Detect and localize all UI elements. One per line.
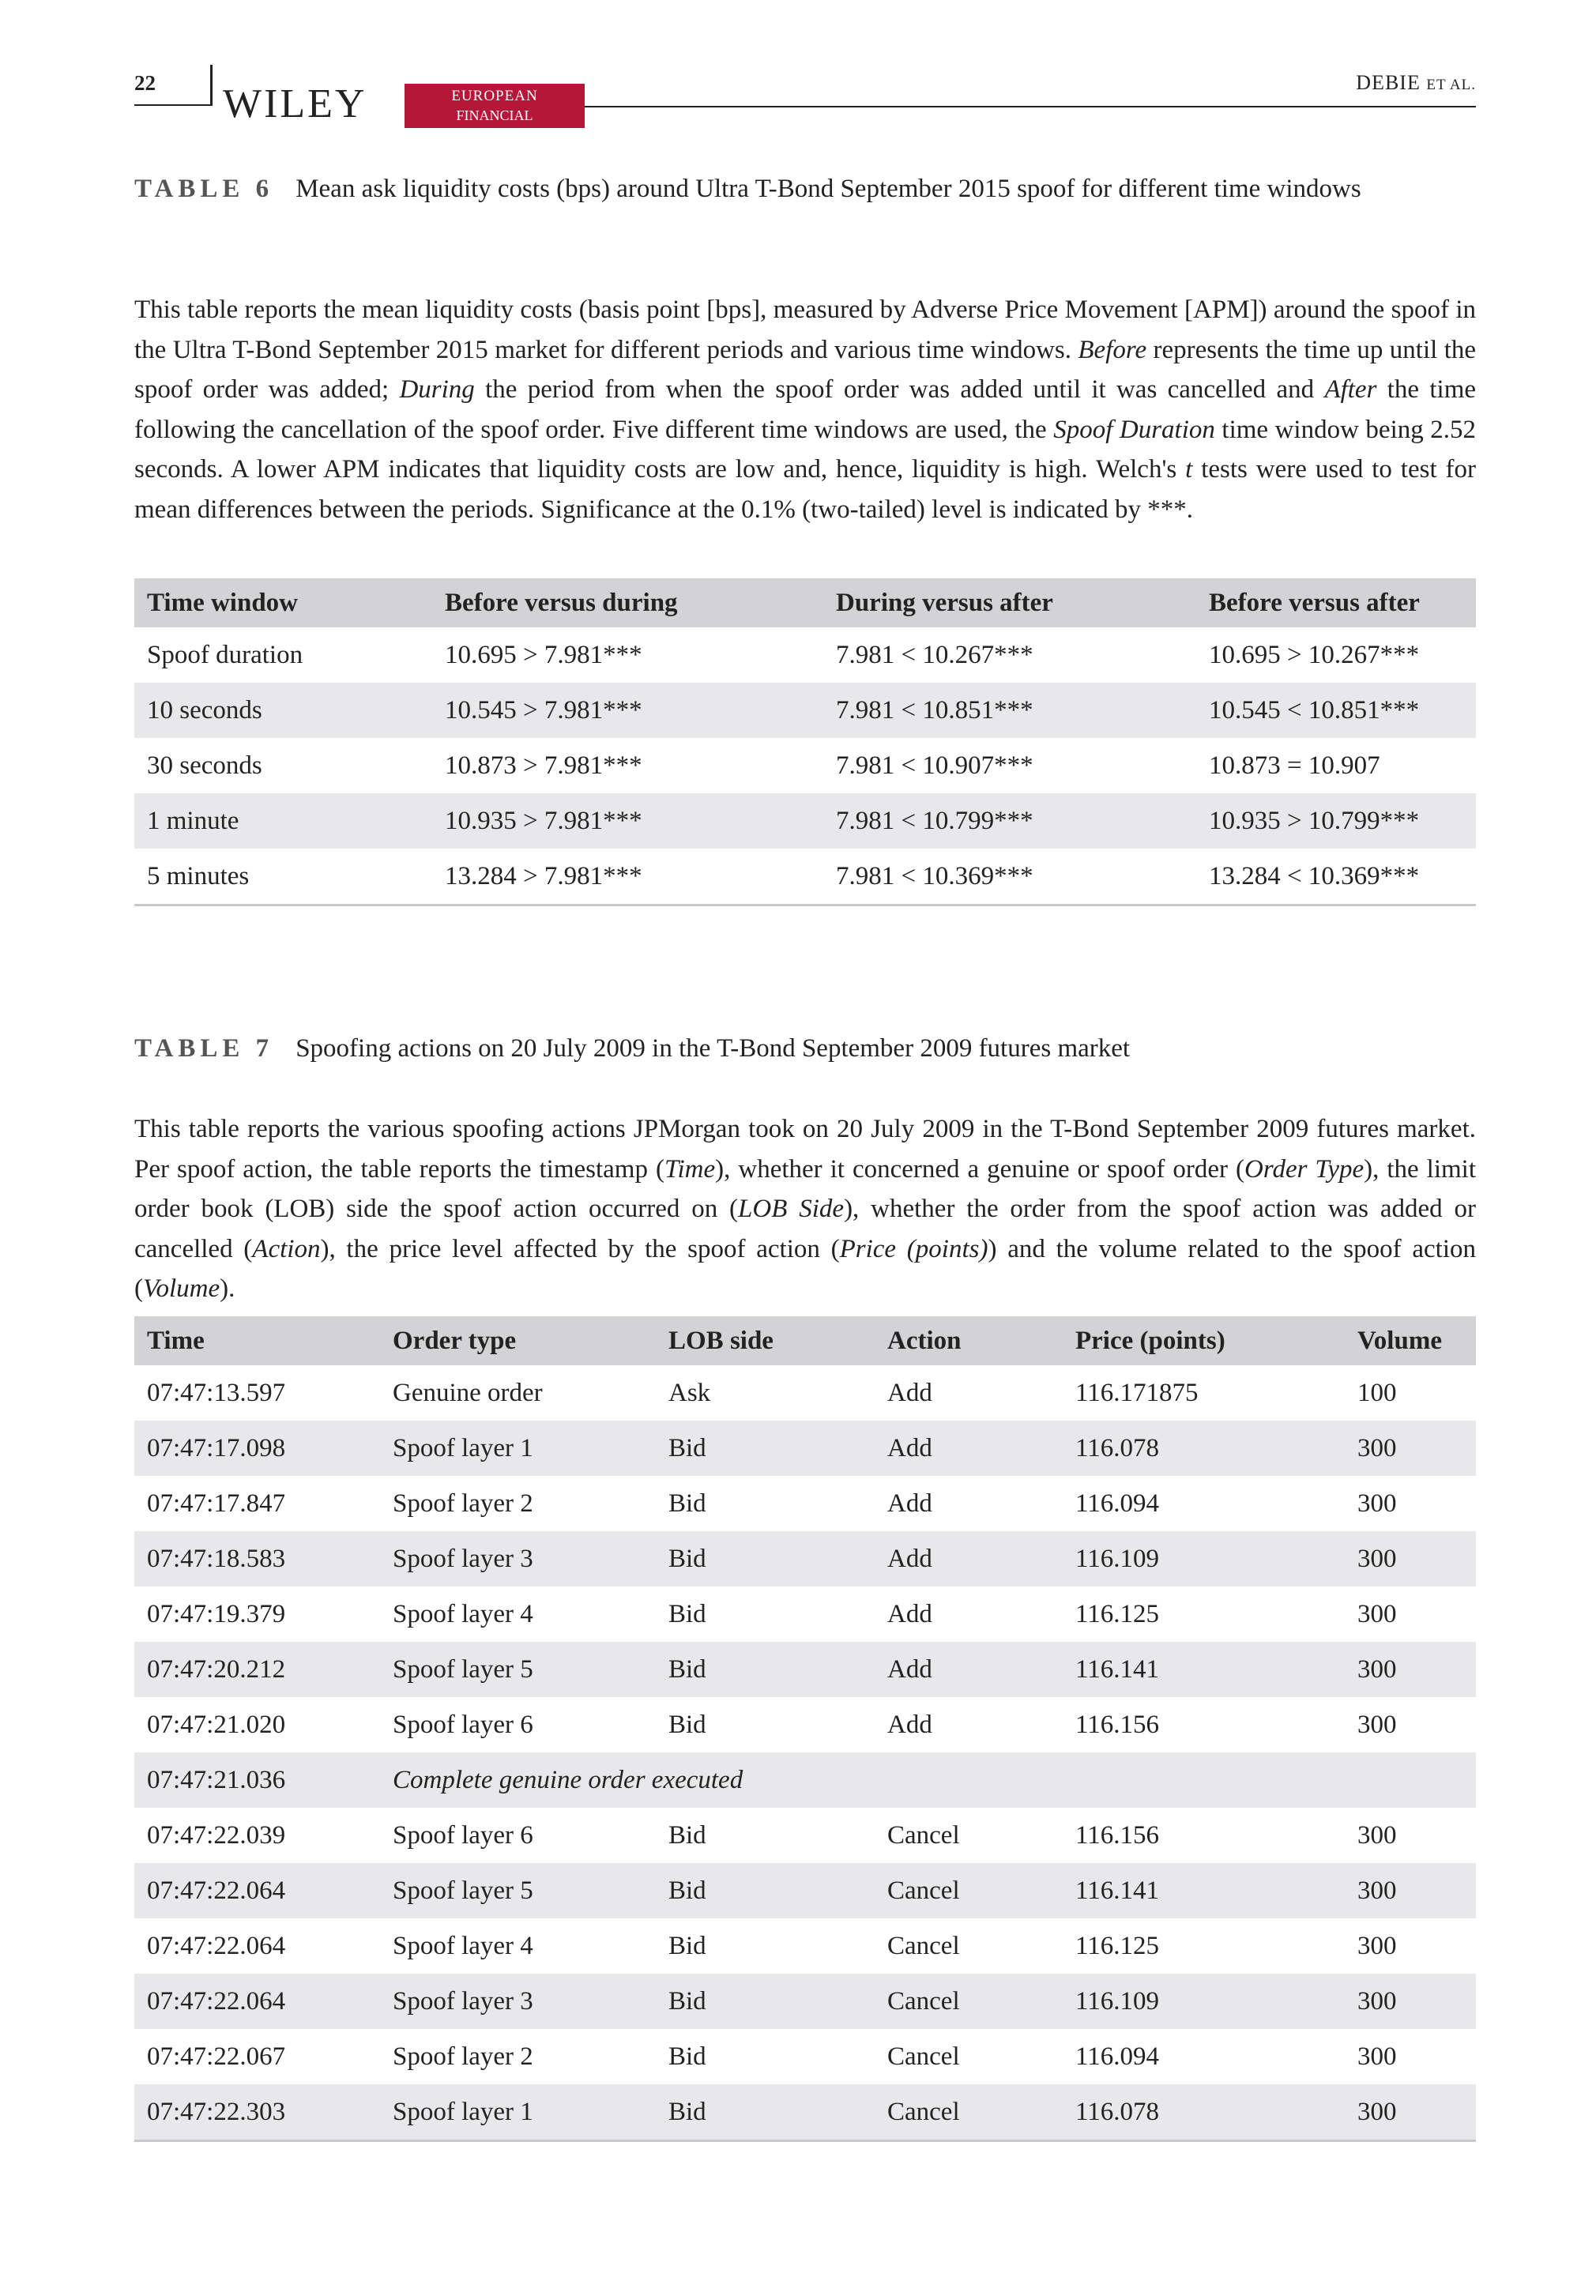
table-cell: 10.695 > 10.267***: [1209, 640, 1420, 669]
table-cell: 300: [1357, 1820, 1397, 1850]
table-cell: 300: [1357, 1931, 1397, 1960]
table6-col-header: Time window: [134, 578, 432, 627]
header-rule-right: [585, 106, 1476, 107]
table-cell: 7.981 < 10.267***: [836, 640, 1033, 669]
table-cell: 10.935 > 10.799***: [1196, 793, 1476, 849]
table-cell: 10.545 < 10.851***: [1196, 683, 1476, 738]
table-row: [134, 1586, 1476, 1642]
table-cell: Bid: [668, 1931, 706, 1960]
table-cell: 7.981 < 10.369***: [823, 849, 1196, 905]
table-row: [134, 1421, 1476, 1476]
table-cell: Spoof layer 4: [393, 1931, 533, 1960]
table-cell: Ask: [668, 1378, 711, 1407]
table-cell: 116.125: [1075, 1931, 1160, 1960]
table-row: [134, 738, 1476, 793]
table-cell: Cancel: [875, 1863, 1063, 1918]
table-row: [134, 1808, 1476, 1863]
table-cell: 07:47:22.067: [147, 2042, 286, 2071]
table7-description: This table reports the various spoofing actions JPMorgan took on 20 July 2009 in the T-Bond September 2009 futures market. Per spoof action, the table reports the timestamp (Time), whether it concerned a genuine or spoof order (Order Type), the limit order book (LOB) side the spoof action occurred on (LOB Side), whether the order from the spoof action was added or cancelled (Action), the price level affected by the spoof action (Price (points)) and the volume related to the spoof action (Volume).: [134, 1115, 1476, 1303]
table-cell: 13.284 < 10.369***: [1196, 849, 1476, 905]
table-cell: 116.156: [1075, 1820, 1160, 1850]
journal-logo-line1: EUROPEAN: [451, 88, 538, 104]
journal-logo: [405, 84, 585, 142]
table-cell: Cancel: [887, 2042, 960, 2071]
table-cell: 300: [1345, 2084, 1476, 2141]
table-cell: 100: [1357, 1378, 1397, 1407]
running-header: [134, 65, 1476, 142]
table-cell: 7.981 < 10.799***: [823, 793, 1196, 849]
table-cell: 116.094: [1075, 1489, 1160, 1518]
table6-col-header: Before versus after: [1196, 578, 1476, 627]
table-cell: 116.078: [1063, 1421, 1345, 1476]
table-cell: Spoof layer 5: [380, 1863, 656, 1918]
table-cell: 10.873 > 7.981***: [445, 751, 642, 780]
table7-col-header: LOB side: [656, 1316, 875, 1365]
table-cell: 116.171875: [1075, 1378, 1199, 1407]
table-cell: Bid: [656, 1863, 875, 1918]
table7-col-header: Time: [134, 1316, 380, 1365]
table-row-executed: [134, 1752, 1476, 1808]
table-cell: 07:47:22.064: [147, 1931, 286, 1960]
table-cell: Spoof layer 6: [393, 1820, 533, 1850]
table-cell: Cancel: [887, 1931, 960, 1960]
table-row: [134, 627, 1476, 683]
table-cell: Spoof duration: [147, 640, 303, 669]
page-number: 22: [134, 71, 156, 95]
table-cell: Spoof layer 2: [393, 2042, 533, 2071]
table-cell: Bid: [656, 2084, 875, 2141]
table-row: [134, 1697, 1476, 1752]
table-cell: Bid: [668, 1599, 706, 1628]
table-cell: Bid: [668, 1820, 706, 1850]
table-cell: Spoof layer 2: [393, 1489, 533, 1518]
table-cell: 300: [1357, 1599, 1397, 1628]
table-cell: 30 seconds: [147, 751, 262, 780]
table-row: [134, 2084, 1476, 2141]
publisher-logo: WILEY: [223, 81, 367, 126]
table-cell: 300: [1357, 1489, 1397, 1518]
running-head-author: DEBIE: [1356, 71, 1421, 94]
table-cell: Add: [887, 1599, 932, 1628]
table-cell: 13.284 > 7.981***: [432, 849, 823, 905]
table6-col-header: During versus after: [823, 578, 1196, 627]
table7-col-header: Order type: [380, 1316, 656, 1365]
table-cell: 300: [1357, 1710, 1397, 1739]
table6-col-header: Before versus during: [432, 578, 823, 627]
table-cell: 7.981 < 10.907***: [836, 751, 1033, 780]
table-cell: Bid: [656, 1974, 875, 2029]
table6-description: This table reports the mean liquidity costs (basis point [bps], measured by Adverse Price Movement [APM]) around the spoof in the Ultra T-Bond September 2015 market for different periods and various time windows. Before represents the time up until the spoof order was added; During the period from when the spoof order was added until it was cancelled and After the time following the cancellation of the spoof order. Five different time windows are used, the Spoof Duration time window being 2.52 seconds. A lower APM indicates that liquidity costs are low and, hence, liquidity is high. Welch's t tests were used to test for mean differences between the periods. Significance at the 0.1% (two-tailed) level is indicated by ***.: [134, 295, 1477, 524]
table-cell: 5 minutes: [134, 849, 432, 905]
journal-logo-line2: FINANCIAL MANAGEMENT: [443, 107, 546, 142]
executed-note: Complete genuine order executed: [380, 1752, 1476, 1808]
table-row: [134, 1918, 1476, 1974]
table-cell: 300: [1357, 2042, 1397, 2071]
table-cell: Spoof layer 3: [380, 1974, 656, 2029]
table-cell: Add: [887, 1710, 932, 1739]
table-cell: 07:47:22.064: [134, 1974, 380, 2029]
table7-col-header: Price (points): [1063, 1316, 1345, 1365]
table-cell: Spoof layer 1: [380, 2084, 656, 2141]
table-cell: Bid: [668, 1489, 706, 1518]
table6-caption: [134, 169, 1476, 209]
table-cell: 07:47:22.064: [134, 1863, 380, 1918]
header-rule-vertical: [210, 65, 213, 106]
table-cell: 116.078: [1063, 2084, 1345, 2141]
table-row: [134, 683, 1476, 738]
table-cell: 07:47:21.036: [134, 1752, 380, 1808]
table-cell: 300: [1345, 1531, 1476, 1586]
table-cell: Spoof layer 5: [380, 1642, 656, 1697]
table-cell: Bid: [668, 2042, 706, 2071]
table-cell: 300: [1345, 1642, 1476, 1697]
table-cell: Cancel: [887, 1820, 960, 1850]
table-cell: 07:47:18.583: [134, 1531, 380, 1586]
table-cell: Add: [875, 1642, 1063, 1697]
table-cell: 10.545 > 7.981***: [432, 683, 823, 738]
table-cell: 10 seconds: [134, 683, 432, 738]
table-cell: Bid: [656, 1421, 875, 1476]
table-cell: 1 minute: [134, 793, 432, 849]
table-cell: 300: [1345, 1974, 1476, 2029]
table-cell: 116.125: [1075, 1599, 1160, 1628]
table7-label: TABLE 7: [134, 1034, 274, 1063]
table-cell: Spoof layer 4: [393, 1599, 533, 1628]
table-cell: 116.109: [1063, 1531, 1345, 1586]
table6-label: TABLE 6: [134, 175, 274, 203]
table-cell: Bid: [656, 1642, 875, 1697]
table-row: [134, 1863, 1476, 1918]
table-cell: 7.981 < 10.851***: [823, 683, 1196, 738]
table-cell: 300: [1345, 1421, 1476, 1476]
table-cell: Spoof layer 6: [393, 1710, 533, 1739]
table-cell: Genuine order: [393, 1378, 543, 1407]
table-cell: 116.094: [1075, 2042, 1160, 2071]
table-cell: Add: [887, 1489, 932, 1518]
running-head-suffix: ET AL.: [1426, 77, 1476, 93]
table7-col-header: Volume: [1345, 1316, 1476, 1365]
table-cell: 07:47:22.303: [134, 2084, 380, 2141]
table-cell: Spoof layer 1: [380, 1421, 656, 1476]
running-head: [1356, 71, 1476, 95]
table-cell: 07:47:17.098: [134, 1421, 380, 1476]
table-cell: 116.141: [1063, 1642, 1345, 1697]
table-cell: 07:47:20.212: [134, 1642, 380, 1697]
table-row: [134, 1531, 1476, 1586]
table6-caption-text: Mean ask liquidity costs (bps) around Ultra T-Bond September 2015 spoof for different time windows: [295, 175, 1361, 203]
table-cell: 07:47:22.039: [147, 1820, 286, 1850]
header-rule-left: [134, 104, 213, 106]
table7-header-row: [134, 1316, 1476, 1365]
table7-caption-text: Spoofing actions on 20 July 2009 in the T-Bond September 2009 futures market: [295, 1034, 1131, 1063]
table-cell: 116.109: [1063, 1974, 1345, 2029]
table6: [134, 578, 1476, 906]
table-cell: 07:47:19.379: [147, 1599, 286, 1628]
table-row: [134, 2029, 1476, 2084]
table-cell: 07:47:13.597: [147, 1378, 286, 1407]
table-row: [134, 1642, 1476, 1697]
table-cell: 116.156: [1075, 1710, 1160, 1739]
table-row: [134, 793, 1476, 849]
table-cell: 10.695 > 7.981***: [445, 640, 642, 669]
table-cell: Add: [875, 1421, 1063, 1476]
table7-caption: [134, 1029, 1476, 1068]
table-row: [134, 849, 1476, 905]
table-cell: 10.935 > 7.981***: [432, 793, 823, 849]
table-row: [134, 1365, 1476, 1421]
table7-col-header: Action: [875, 1316, 1063, 1365]
table-cell: Add: [875, 1531, 1063, 1586]
table-cell: 07:47:21.020: [147, 1710, 286, 1739]
table-cell: 300: [1345, 1863, 1476, 1918]
table7: [134, 1316, 1476, 2142]
table-cell: 116.141: [1063, 1863, 1345, 1918]
table-cell: Cancel: [875, 2084, 1063, 2141]
table-cell: Bid: [668, 1710, 706, 1739]
table6-header-row: [134, 578, 1476, 627]
table-cell: Bid: [656, 1531, 875, 1586]
table-cell: 07:47:17.847: [147, 1489, 286, 1518]
table-cell: Cancel: [875, 1974, 1063, 2029]
table-row: [134, 1974, 1476, 2029]
table-cell: Spoof layer 3: [380, 1531, 656, 1586]
table-cell: Add: [887, 1378, 932, 1407]
table-row: [134, 1476, 1476, 1531]
table-cell: 10.873 = 10.907: [1209, 751, 1380, 780]
